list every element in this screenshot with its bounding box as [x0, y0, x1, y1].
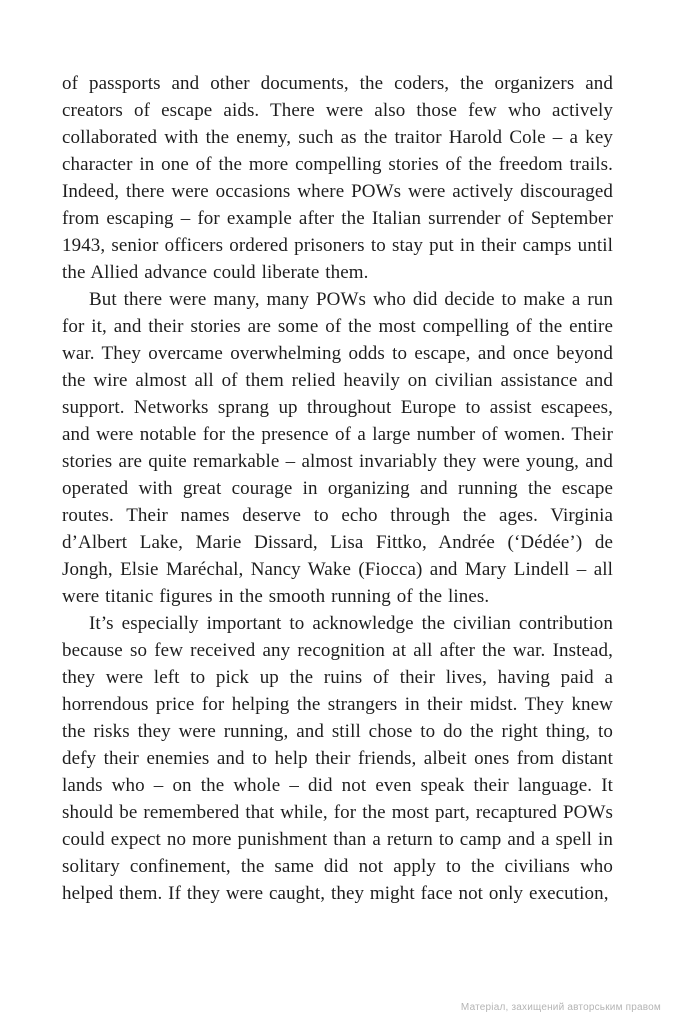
paragraph: It’s especially important to acknowledge the civilian contribution because so few received any recognition at all after the war. Instead, they were left to pick up the ruins of their lives, having paid a horrendous price for helping the strangers in their midst. They knew the risks they were running, and still chose to do the right thing, to defy their enemies and to help their friends, albeit ones from distant lands who – on the whole – did not even speak their language. It should be remembered that while, for the most part, recaptured POWs could expect no more punishment than a return to camp and a spell in solitary confinement, the same did not apply to the civilians who helped them. If they were caught, they might face not only execution,: [62, 613, 613, 904]
page-text-block: [62, 70, 613, 907]
paragraph-continuation: of passports and other documents, the coders, the organizers and creators of escape aids. There were also those few who actively collaborated with the enemy, such as the traitor Harold Cole – a key character in one of the more compelling stories of the freedom trails. Indeed, there were occasions where POWs were actively discouraged from escaping – for example after the Italian surrender of September 1943, senior officers ordered prisoners to stay put in their camps until the Allied advance could liberate them.: [62, 73, 613, 283]
paragraph: But there were many, many POWs who did decide to make a run for it, and their stories are some of the most compelling of the entire war. They overcame overwhelming odds to escape, and once beyond the wire almost all of them relied heavily on civilian assistance and support. Networks sprang up throughout Europe to assist escapees, and were notable for the presence of a large number of women. Their stories are quite remarkable – almost invariably they were young, and operated with great courage in organizing and running the escape routes. Their names deserve to echo through the ages. Virginia d’Albert Lake, Marie Dissard, Lisa Fittko, Andrée (‘Dédée’) de Jongh, Elsie Maréchal, Nancy Wake (Fiocca) and Mary Lindell – all were titanic figures in the smooth running of the lines.: [62, 289, 613, 607]
copyright-watermark: Матеріал, захищений авторським правом: [460, 1002, 661, 1013]
